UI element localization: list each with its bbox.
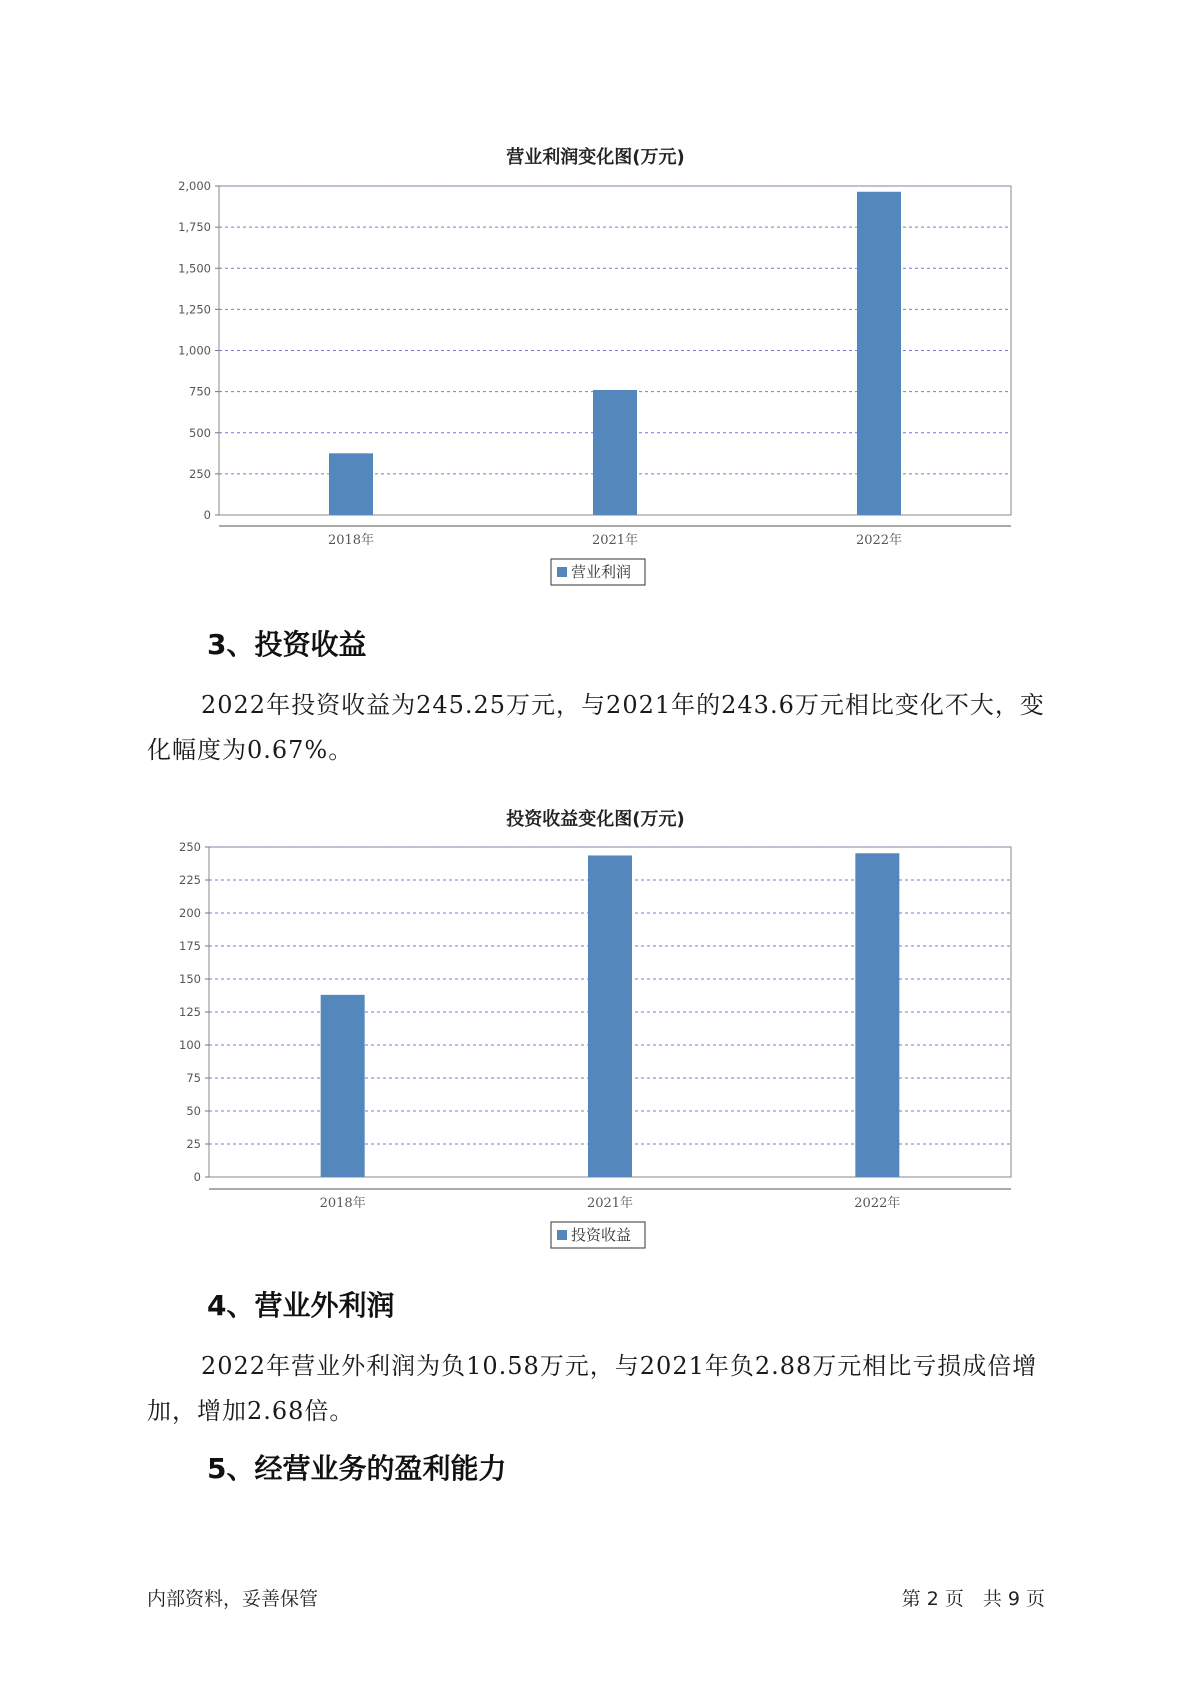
section-4-paragraph: 2022年营业外利润为负10.58万元，与2021年负2.88万元相比亏损成倍增加，增加2.68倍。	[147, 1352, 1038, 1425]
y-tick-label: 50	[186, 1104, 201, 1118]
section-4-heading: 4、营业外利润	[207, 1289, 395, 1322]
section-3-heading: 3、投资收益	[207, 628, 367, 661]
y-tick-label: 250	[189, 466, 211, 481]
y-tick-label: 200	[179, 906, 201, 920]
y-tick-label: 250	[179, 840, 201, 854]
bar	[588, 855, 632, 1177]
x-tick-label: 2021年	[586, 1196, 634, 1211]
y-tick-label: 150	[179, 972, 201, 986]
footer-page-number: 第 2 页 共 9 页	[901, 1588, 1045, 1610]
y-tick-label: 2,000	[178, 179, 211, 193]
y-tick-label: 1,250	[178, 302, 211, 317]
y-tick-label: 0	[193, 1170, 201, 1184]
x-tick-label: 2022年	[854, 1196, 901, 1211]
operating-profit-chart-title: 营业利润变化图(万元)	[506, 147, 685, 168]
y-tick-label: 125	[179, 1005, 201, 1019]
x-tick-label: 2018年	[319, 1196, 366, 1211]
legend-swatch	[557, 1230, 567, 1240]
bar	[855, 853, 899, 1177]
y-tick-label: 500	[189, 425, 211, 440]
bar	[321, 995, 365, 1177]
y-tick-label: 175	[179, 939, 201, 953]
investment-income-chart-title: 投资收益变化图(万元)	[506, 809, 685, 830]
x-tick-label: 2022年	[855, 533, 903, 548]
y-tick-label: 1,500	[178, 261, 211, 276]
section-5-heading: 5、经营业务的盈利能力	[207, 1452, 507, 1485]
y-tick-label: 0	[203, 508, 211, 522]
y-tick-label: 750	[189, 384, 211, 399]
legend-label: 营业利润	[571, 563, 632, 581]
y-tick-label: 1,750	[178, 220, 211, 235]
y-tick-label: 25	[186, 1137, 201, 1151]
legend-label: 投资收益	[571, 1226, 632, 1244]
y-tick-label: 100	[179, 1038, 201, 1052]
x-tick-label: 2018年	[327, 533, 375, 548]
y-tick-label: 225	[179, 873, 201, 887]
footer-confidential-note: 内部资料，妥善保管	[147, 1588, 319, 1610]
section-3-paragraph: 2022年投资收益为245.25万元，与2021年的243.6万元相比变化不大，变化幅度为0.67%。	[147, 691, 1045, 764]
x-tick-label: 2021年	[591, 533, 639, 548]
y-tick-label: 1,000	[178, 343, 211, 358]
y-tick-label: 75	[186, 1071, 201, 1085]
